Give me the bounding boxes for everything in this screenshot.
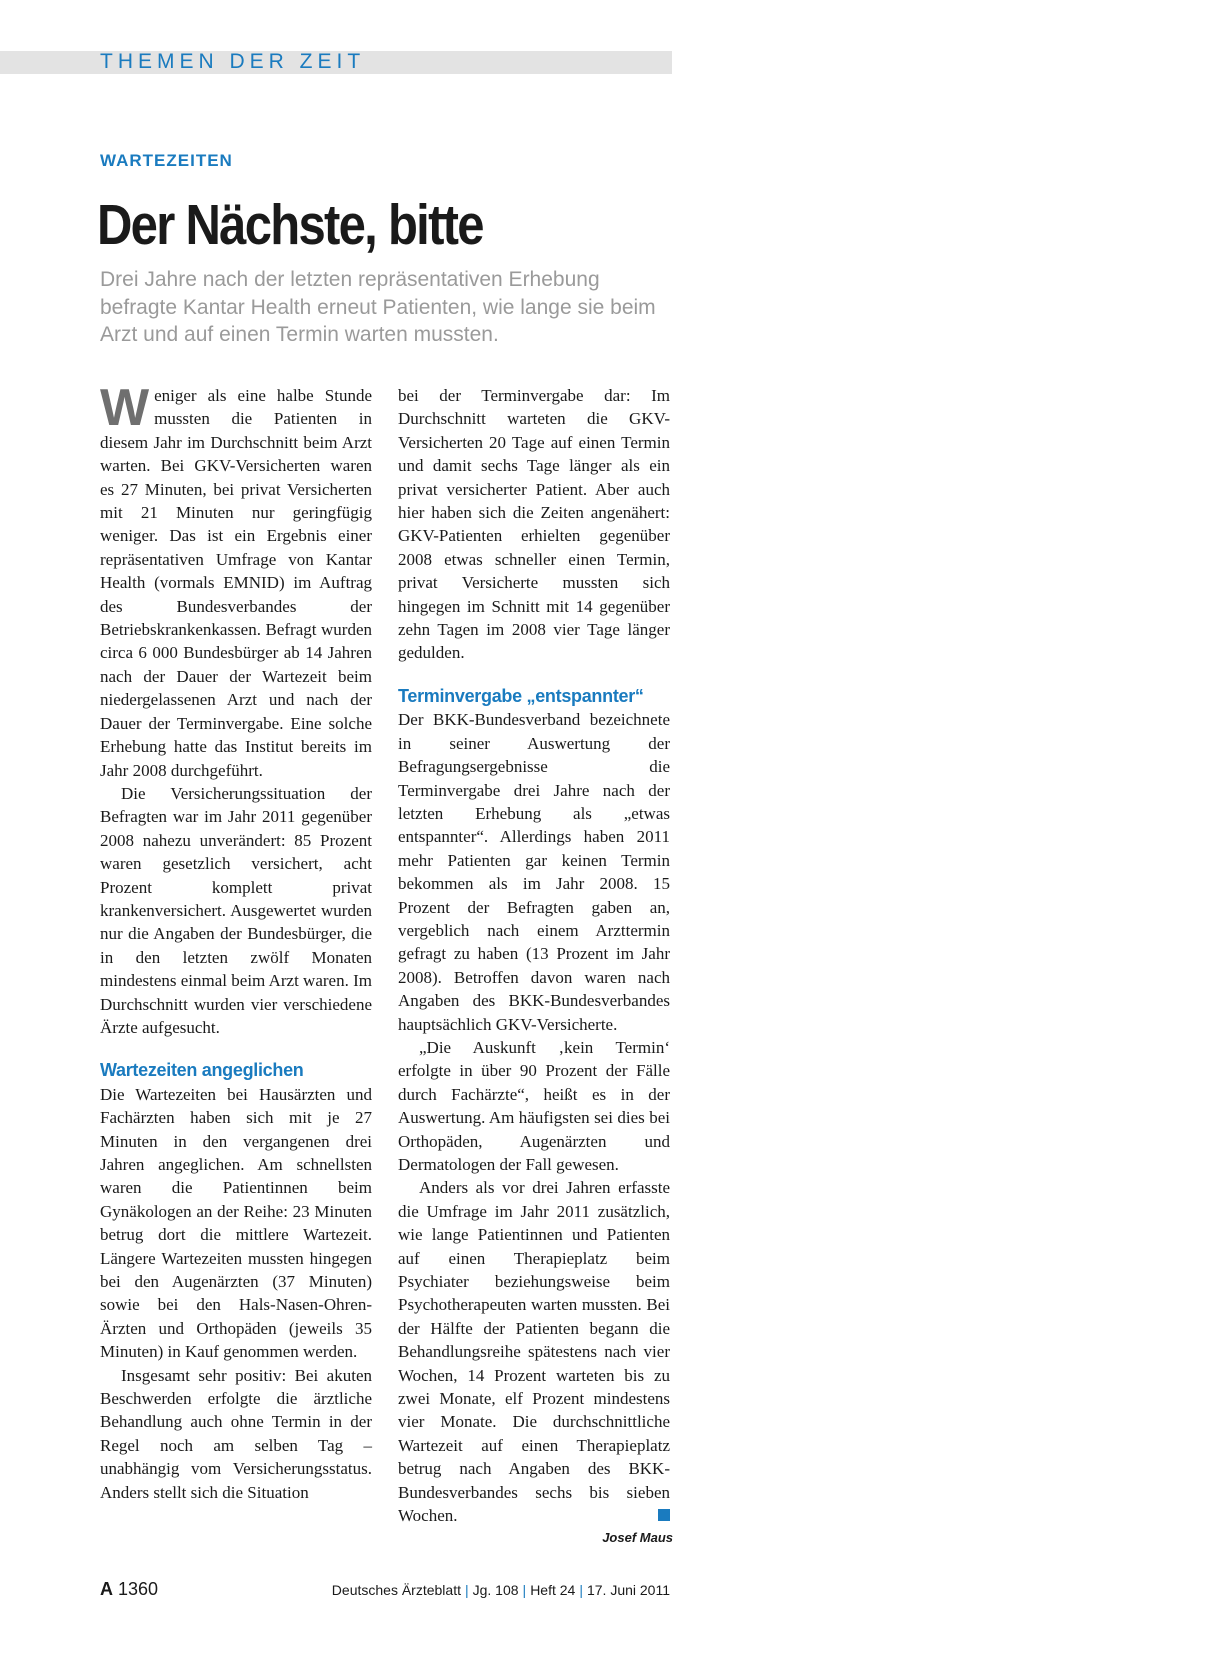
paragraph-7: „Die Auskunft ‚kein Termin‘ erfolgte in über 90 Prozent der Fälle durch Fachärzte“, heißt es in der Auswertung. Am häufigsten sei dies bei Orthopäden, Augenärzten und Dermatologen der Fall gewesen. bbox=[398, 1037, 670, 1174]
article-column-2 bbox=[398, 384, 670, 1528]
footer-separator: | bbox=[464, 1582, 469, 1598]
paragraph-5: bei der Terminvergabe dar: Im Durchschnitt warteten die GKV-Versicherten 20 Tage auf einen Termin und damit sechs Tage länger als ein privat versicherter Patient. Aber auch hier haben sich die Zeiten angenähert: GKV-Patienten erhielten gegenüber 2008 etwas schneller einen Termin, privat Versicherte mussten sich hingegen im Schnitt mit 14 gegenüber zehn Tagen im 2008 vier Tage länger gedulden. bbox=[398, 386, 670, 663]
drop-cap: W bbox=[100, 379, 150, 437]
footer-journal: Deutsches Ärzteblatt bbox=[331, 1582, 461, 1598]
article-kicker: WARTEZEITEN bbox=[100, 151, 233, 170]
paragraph-1-text: eniger als eine halbe Stunde mussten die Patienten in diesem Jahr im Durchschnitt beim Arzt warten. Bei GKV-Versicherten waren es 27 Minuten, bei privat Versicherten mit 21 Minuten nur geringfügig weniger. Das ist ein Ergebnis einer repräsentativen Umfrage von Kantar Health (vormals EMNID) im Auftrag des Bundesverbandes der Betriebskrankenkassen. Befragt wurden circa 6 000 Bundesbürger ab 14 Jahren nach der Dauer der Wartezeit beim niedergelassenen Arzt und nach der Dauer der Terminvergabe. Eine solche Erhebung hatte das Institut bereits im Jahr 2008 durchgeführt. bbox=[100, 386, 372, 780]
paragraph-8 bbox=[398, 1176, 670, 1527]
article-title: Der Nächste, bitte bbox=[97, 193, 483, 257]
paragraph-6: Der BKK-Bundesverband bezeichnete in seiner Auswertung der Befragungsergebnisse die Terminvergabe drei Jahre nach der letzten Erhebung als „etwas entspannter“. Allerdings haben 2011 mehr Patienten gar keinen Termin bekommen als im Jahr 2008. 15 Prozent der Befragten gaben an, vergeblich nach einem Arzttermin gefragt zu haben (13 Prozent im Jahr 2008). Betroffen davon waren nach Angaben des BKK-Bundesverbandes hauptsächlich GKV-Versicherte. bbox=[398, 710, 670, 1034]
paragraph-3: Die Wartezeiten bei Hausärzten und Fachärzten haben sich mit je 27 Minuten in den vergangenen drei Jahren angeglichen. Am schnellsten waren die Patientinnen beim Gynäkologen an der Reihe: 23 Minuten betrug dort die mittlere Wartezeit. Längere Wartezeiten mussten hingegen bei den Augenärzten (37 Minuten) sowie bei den Hals-Nasen-Ohren-Ärzten und Orthopäden (jeweils 35 Minuten) in Kauf genommen werden. bbox=[100, 1084, 372, 1362]
paragraph-2: Die Versicherungssituation der Befragten war im Jahr 2011 gegenüber 2008 nahezu unverändert: 85 Prozent waren gesetzlich versichert, acht Prozent komplett privat krankenversichert. Ausgewertet wurden nur die Angaben der Bundesbürger, die in den letzten zwölf Monaten mindestens einmal beim Arzt waren. Im Durchschnitt wurden vier verschiedene Ärzte aufgesucht. bbox=[100, 783, 372, 1037]
end-mark-icon bbox=[658, 1509, 670, 1521]
page-number-value: 1360 bbox=[118, 1579, 159, 1599]
paragraph-1 bbox=[100, 379, 372, 782]
page-prefix: A bbox=[100, 1579, 113, 1599]
subheading-wartezeiten: Wartezeiten angeglichen bbox=[100, 1060, 304, 1081]
section-label: THEMEN DER ZEIT bbox=[100, 50, 366, 73]
footer-separator: | bbox=[579, 1582, 583, 1598]
footer-volume: Jg. 108 bbox=[472, 1582, 519, 1598]
paragraph-8-text: Anders als vor drei Jahren erfasste die Umfrage im Jahr 2011 zusätzlich, wie lange Patientinnen und Patienten auf einen Therapieplatz beim Psychiater beziehungsweise beim Psychotherapeuten warten mussten. Bei der Hälfte der Patienten begann die Behandlungsreihe spätestens nach vier Wochen, 14 Prozent warteten bis zu zwei Monate, elf Prozent mindestens vier Monate. Die durchschnittliche Wartezeit auf einen Therapieplatz betrug nach Angaben des BKK-Bundesverbandes sechs bis sieben Wochen. bbox=[398, 1178, 670, 1526]
article-column-1 bbox=[100, 379, 372, 1504]
footer-citation bbox=[332, 1582, 670, 1598]
footer-issue: Heft 24 bbox=[530, 1582, 576, 1598]
article-author: Josef Maus bbox=[602, 1530, 673, 1545]
article-lead: Drei Jahre nach der letzten repräsentativen Erhebung befragte Kantar Health erneut Patienten, wie lange sie beim Arzt und auf einen Termin warten mussten. bbox=[100, 268, 656, 346]
page-number bbox=[100, 1579, 158, 1600]
subheading-terminvergabe: Terminvergabe „entspannter“ bbox=[398, 685, 644, 706]
footer-date: 17. Juni 2011 bbox=[586, 1582, 670, 1598]
paragraph-4: Insgesamt sehr positiv: Bei akuten Beschwerden erfolgte die ärztliche Behandlung auch ohne Termin in der Regel noch am selben Tag – unabhängig vom Versicherungsstatus. Anders stellt sich die Situation bbox=[100, 1365, 372, 1502]
footer-separator: | bbox=[522, 1582, 527, 1598]
